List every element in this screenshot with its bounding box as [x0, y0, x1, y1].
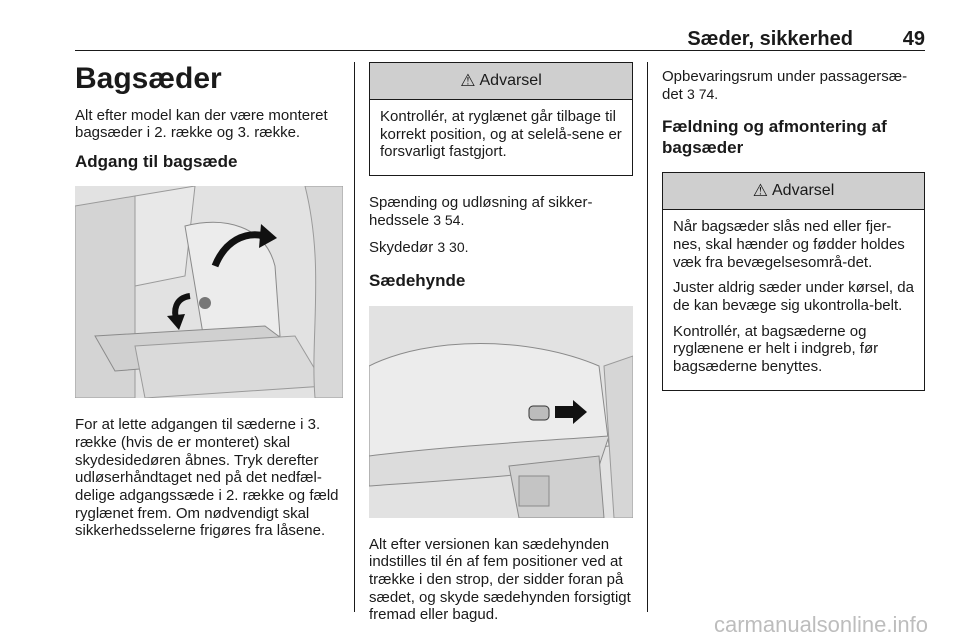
section-heading: Bagsæder	[75, 62, 222, 95]
reference-text: Opbevaringsrum under passagersæ-det	[662, 68, 908, 103]
warning-header	[663, 173, 924, 210]
subheading: Fældning og afmontering af bagsæder	[662, 117, 887, 157]
reference-paragraph	[369, 194, 633, 229]
column-1	[75, 62, 343, 550]
warning-text: Kontrollér, at ryglænet går tilbage til korrekt position, og at selelå-sene er forsvarligt fastgjort.	[380, 108, 622, 161]
warning-body	[370, 100, 632, 175]
warning-body	[663, 210, 924, 390]
subheading: Adgang til bagsæde	[75, 151, 238, 171]
page-reference[interactable]: 3 74.	[687, 85, 719, 102]
reference-text: Spænding og udløsning af sikker-hedssele	[369, 194, 593, 229]
warning-title: Advarsel	[772, 182, 835, 200]
warning-text: Når bagsæder slås ned eller fjer-nes, skal hænder og fødder holdes væk fra bevægelsesområ-det.	[673, 218, 905, 271]
reference-text: Skydedør	[369, 239, 434, 257]
page-reference[interactable]: 3 30.	[437, 239, 469, 256]
intro-paragraph: Alt efter model kan der være monteret bagsæder i 2. række og 3. række.	[75, 106, 328, 142]
reference-paragraph	[369, 239, 633, 257]
subheading: Sædehynde	[369, 271, 466, 291]
seat-cushion-adjustment-illustration	[369, 306, 633, 518]
warning-box	[369, 62, 633, 176]
warning-box	[662, 172, 925, 391]
page-number: 49	[902, 28, 925, 50]
warning-icon: ⚠	[460, 71, 476, 90]
reference-paragraph	[662, 68, 925, 103]
page-reference[interactable]: 3 54.	[433, 211, 465, 228]
header-rule	[75, 50, 925, 51]
warning-icon: ⚠	[752, 181, 768, 201]
watermark: carmanualsonline.info	[713, 612, 928, 637]
rear-seat-access-illustration	[75, 186, 343, 398]
page-header	[75, 22, 925, 52]
body-paragraph: Alt efter versionen kan sædehynden indstilles til én af fem positioner ved at trække i den strop, der sidder foran på sædet, og skyde sædehynden forsigtigt fremad eller bagud.	[369, 535, 631, 624]
warning-header	[370, 63, 632, 100]
body-paragraph: For at lette adgangen til sæderne i 3. række (hvis de er monteret) skal skydesidedøren åbnes. Tryk derefter udløserhåndtaget ned på det nedfæl-delige adgangssæde i 2. række og fæld ryglænet frem. Om nødvendigt skal sikkerhedsselerne frigøres fra låsene.	[75, 416, 339, 540]
warning-title: Advarsel	[479, 72, 542, 89]
warning-text: Juster aldrig sæder under kørsel, da de kan bevæge sig ukontrolla-belt.	[673, 279, 914, 314]
section-title: Sæder, sikkerhed	[687, 28, 853, 50]
column-divider	[354, 62, 355, 612]
column-3	[662, 62, 925, 409]
column-divider	[647, 62, 648, 612]
warning-text: Kontrollér, at bagsæderne og ryglænene er helt i indgreb, før bagsæderne benyttes.	[673, 322, 879, 375]
column-2	[369, 62, 633, 634]
